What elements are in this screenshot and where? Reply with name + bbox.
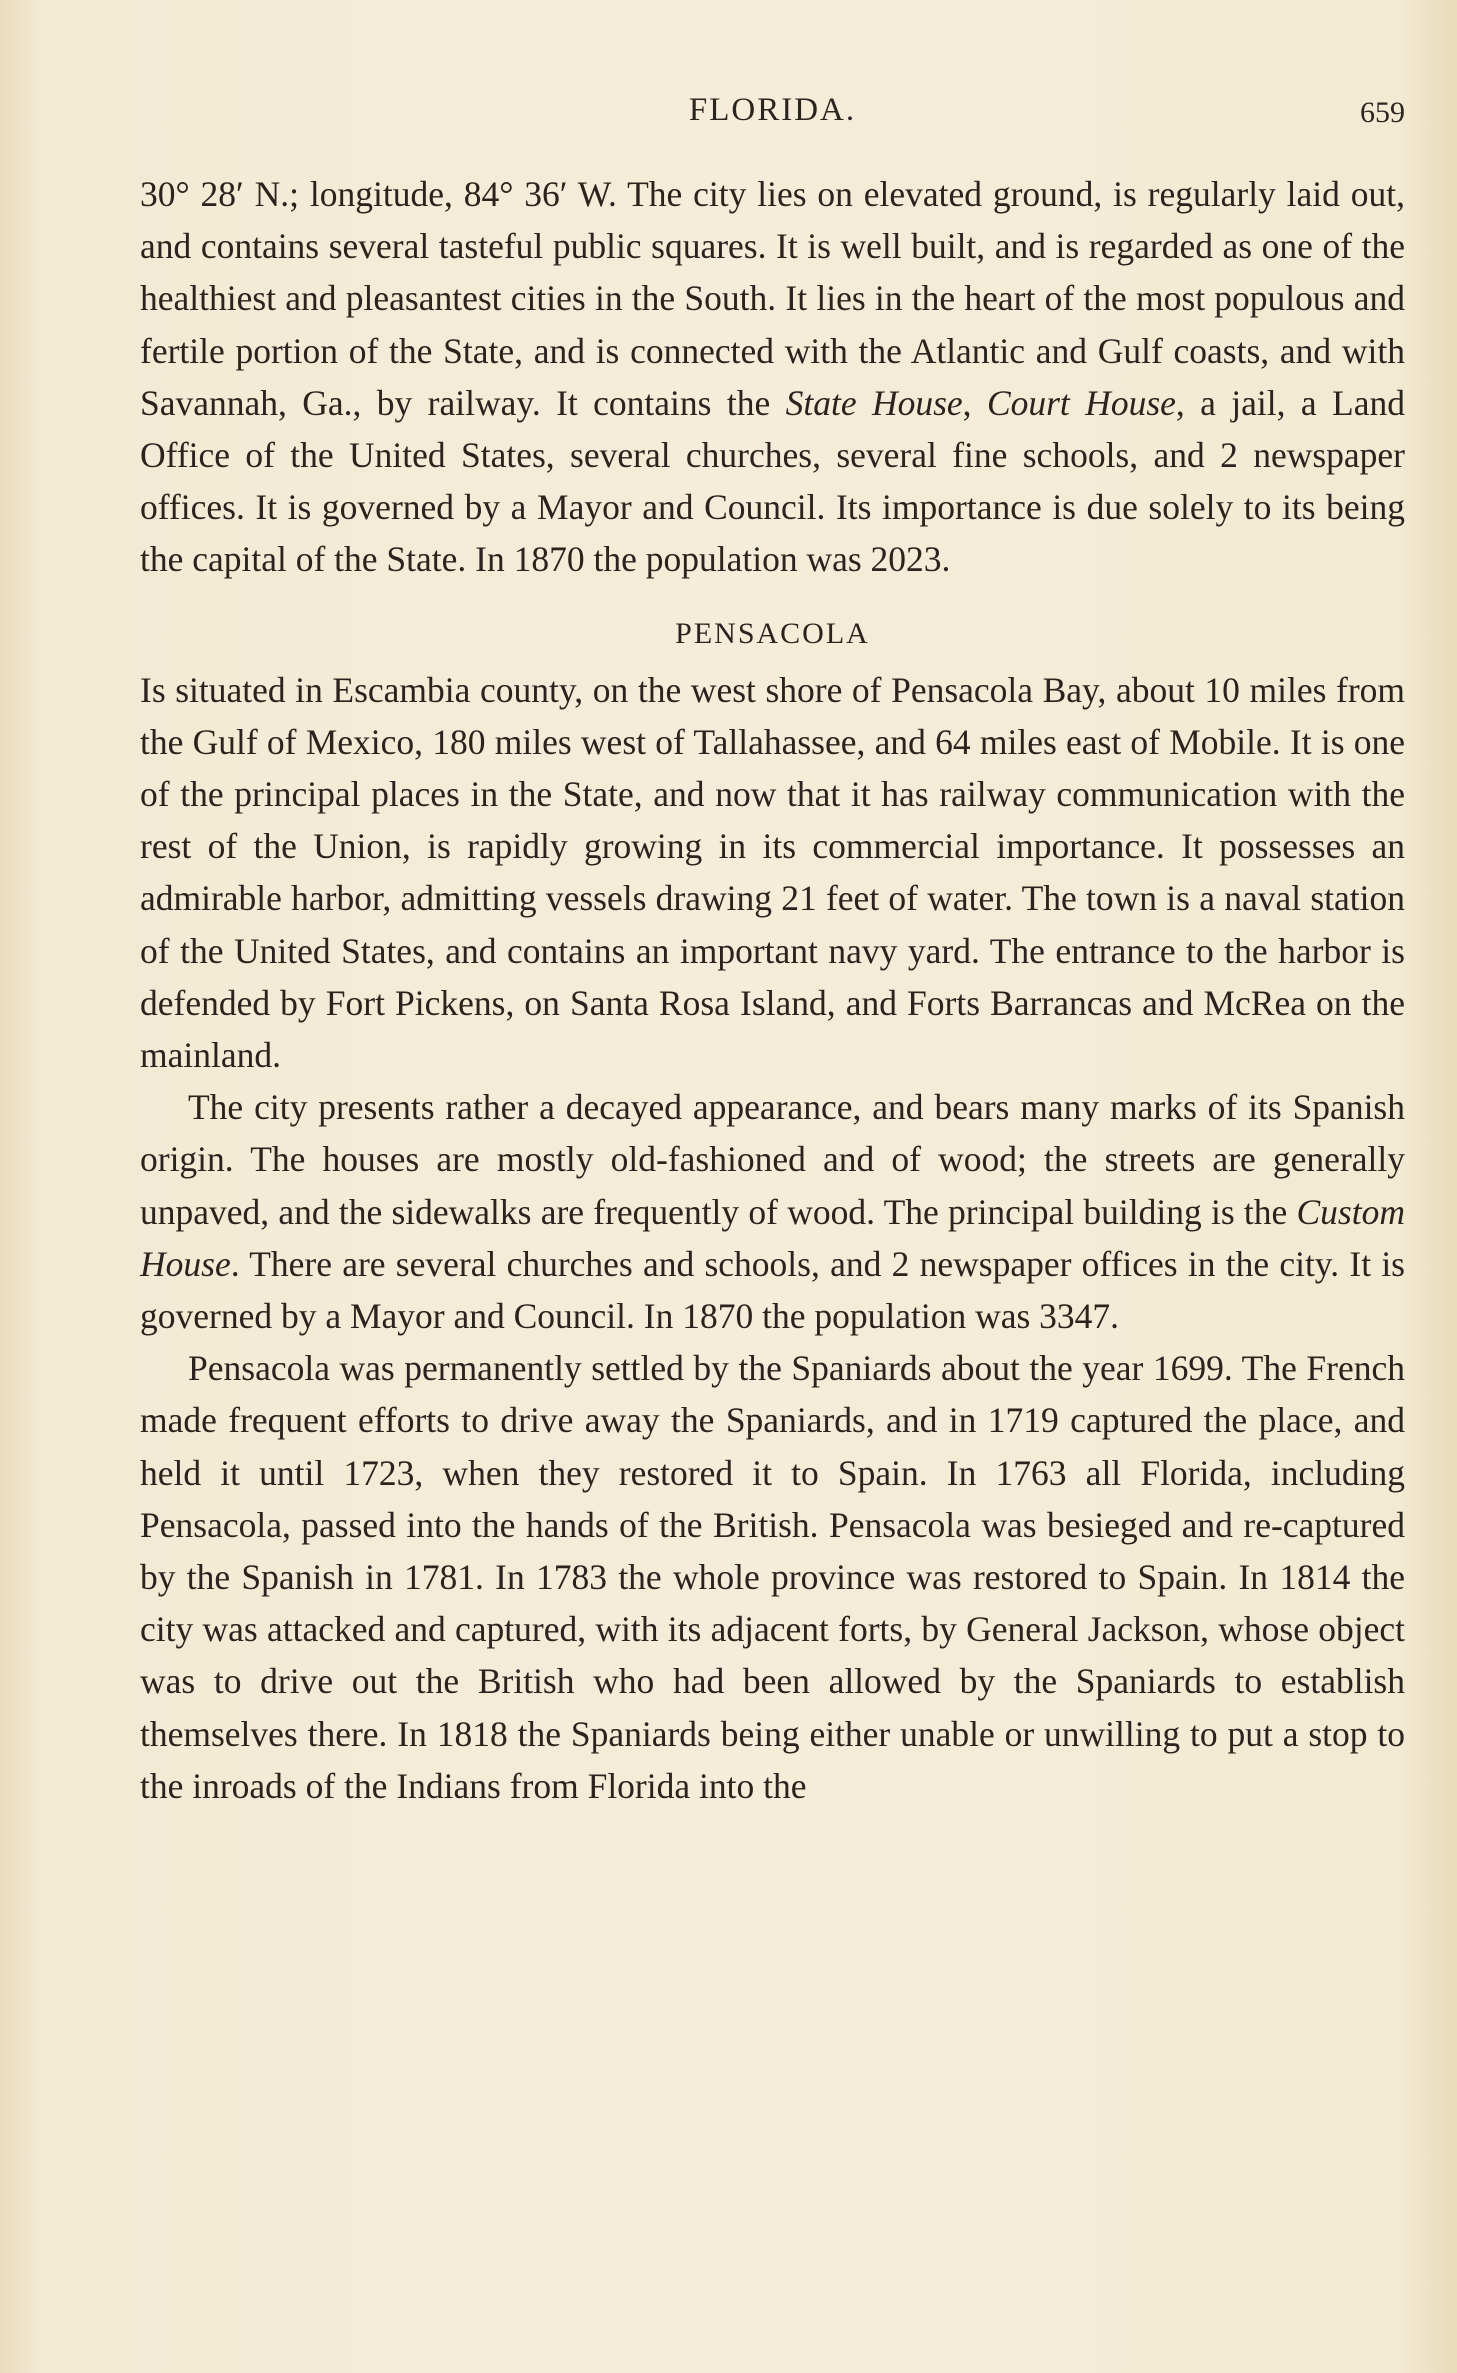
text-run: The city presents rather a decayed appearance, and bears many marks of its Spanish origin. The houses are mostly old-fashioned and of wood; the streets are generally unpaved, and the sidewalks are frequently of wood. The principal building is the [140, 1087, 1405, 1232]
paragraph-tallahassee-continued [140, 168, 1405, 586]
page-header [140, 92, 1405, 142]
italic-term-court-house: Court House [986, 382, 1176, 423]
body-text [140, 168, 1405, 1812]
section-heading: PENSACOLA [675, 616, 870, 650]
paragraph-pensacola-location: Is situated in Escambia county, on the west shore of Pensacola Bay, about 10 miles from the Gulf of Mexico, 180 miles west of Tallahassee, and 64 miles east of Mobile. It is one of the principal places in the State, and now that it has railway communication with the rest of the Union, is rapidly growing in its commercial importance. It possesses an admirable harbor, admitting vessels drawing 21 feet of water. The town is a naval station of the United States, and contains an important navy yard. The entrance to the harbor is defended by Fort Pickens, on Santa Rosa Island, and Forts Barrancas and McRea on the mainland. [140, 669, 1405, 1076]
page-number: 659 [1360, 96, 1405, 129]
paragraph-pensacola-city [140, 1081, 1405, 1342]
text-run: , a jail, a Land Office of the United States, several churches, several fine schools, and 2 newspaper offices. It is governed by a Mayor and Council. Its importance is due solely to its being the capital of the State. In 1870 the population was 2023. [140, 382, 1405, 580]
text-run: . There are several churches and schools, and 2 newspaper offices in the city. It is governed by a Mayor and Council. In 1870 the population was 3347. [140, 1243, 1405, 1337]
paragraph-pensacola-history: Pensacola was permanently settled by the Spaniards about the year 1699. The French made frequent efforts to drive away the Spaniards, and in 1719 captured the place, and held it until 1723, when they restored it to Spain. In 1763 all Florida, including Pensacola, passed into the hands of the British. Pensacola was besieged and re-captured by the Spanish in 1781. In 1783 the whole province was restored to Spain. In 1814 the city was attacked and captured, with its adjacent forts, by General Jackson, whose object was to drive out the British who had been allowed by the Spaniards to establish themselves there. In 1818 the Spaniards being either unable or unwilling to put a stop to the inroads of the Indians from Florida into the [140, 1348, 1405, 1806]
text-run: 30° 28′ N.; longitude, 84° 36′ W. The city lies on elevated ground, is regularly laid out, and contains several tasteful public squares. It is well built, and is regarded as one of the healthiest and pleasantest cities in the South. It lies in the heart of the most populous and fertile portion of the State, and is connected with the Atlantic and Gulf coasts, and with Savannah, Ga., by railway. It contains the [140, 174, 1405, 423]
italic-term-state-house: State House [785, 382, 963, 423]
text-run: , [962, 382, 987, 423]
italic-term-custom-house: Custom House [140, 1191, 1405, 1284]
running-title: FLORIDA. [688, 92, 857, 128]
